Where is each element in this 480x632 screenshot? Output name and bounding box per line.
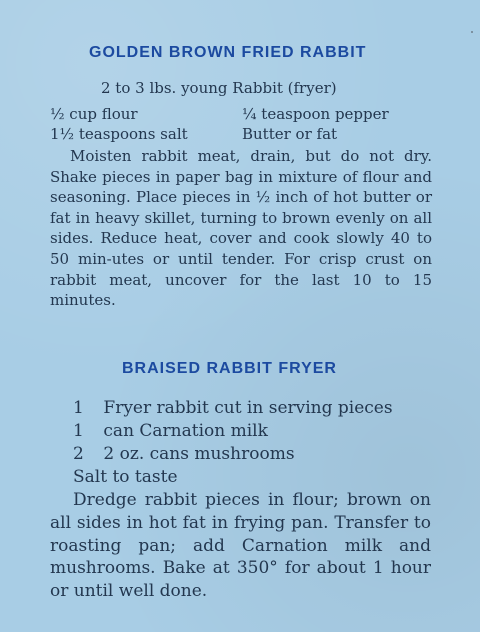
- recipe2-ingredient-rabbit: [73, 398, 393, 418]
- recipe2-ingredient-text: can Carnation milk: [103, 421, 268, 441]
- recipe2-ingredient-qty: 1: [73, 398, 84, 418]
- recipe2-ingredient-qty: 1: [73, 421, 84, 441]
- recipe2-ingredient-milk: [73, 421, 268, 441]
- recipe2-ingredient-text: 2 oz. cans mushrooms: [103, 444, 295, 464]
- recipe-title-golden-brown-fried-rabbit: GOLDEN BROWN FRIED RABBIT: [89, 44, 367, 61]
- recipe1-ingredient-pepper: ¼ teaspoon pepper: [242, 105, 389, 123]
- recipe2-ingredient-text: Fryer rabbit cut in serving pieces: [103, 398, 393, 418]
- recipe2-method: Dredge rabbit pieces in flour; brown on all sides in hot fat in frying pan. Transfer to roasting pan; add Carnation milk and mushrooms. Bake at 350° for about 1 hour or until well done.: [50, 490, 431, 602]
- recipe1-ingredient-flour: ½ cup flour: [50, 105, 138, 123]
- recipe1-ingredient-salt: 1½ teaspoons salt: [50, 125, 188, 143]
- recipe-title-braised-rabbit-fryer: BRAISED RABBIT FRYER: [122, 360, 337, 377]
- recipe1-serving-line: 2 to 3 lbs. young Rabbit (fryer): [101, 79, 337, 97]
- recipe1-ingredient-butter: Butter or fat: [242, 125, 338, 143]
- recipe2-salt-line: Salt to taste: [73, 467, 178, 487]
- recipe1-method: Moisten rabbit meat, drain, but do not dry. Shake pieces in paper bag in mixture of flour and seasoning. Place pieces in ½ inch of hot butter or fat in heavy skillet, turning to brown evenly on all sides. Reduce heat, cover and cook slowly 40 to 50 min-utes or until tender. For crisp crust on rabbit meat, uncover for the last 10 to 15 minutes.: [50, 147, 432, 310]
- print-speck: [471, 31, 473, 33]
- recipe2-ingredient-mushrooms: [73, 444, 295, 464]
- recipe2-ingredient-qty: 2: [73, 444, 84, 464]
